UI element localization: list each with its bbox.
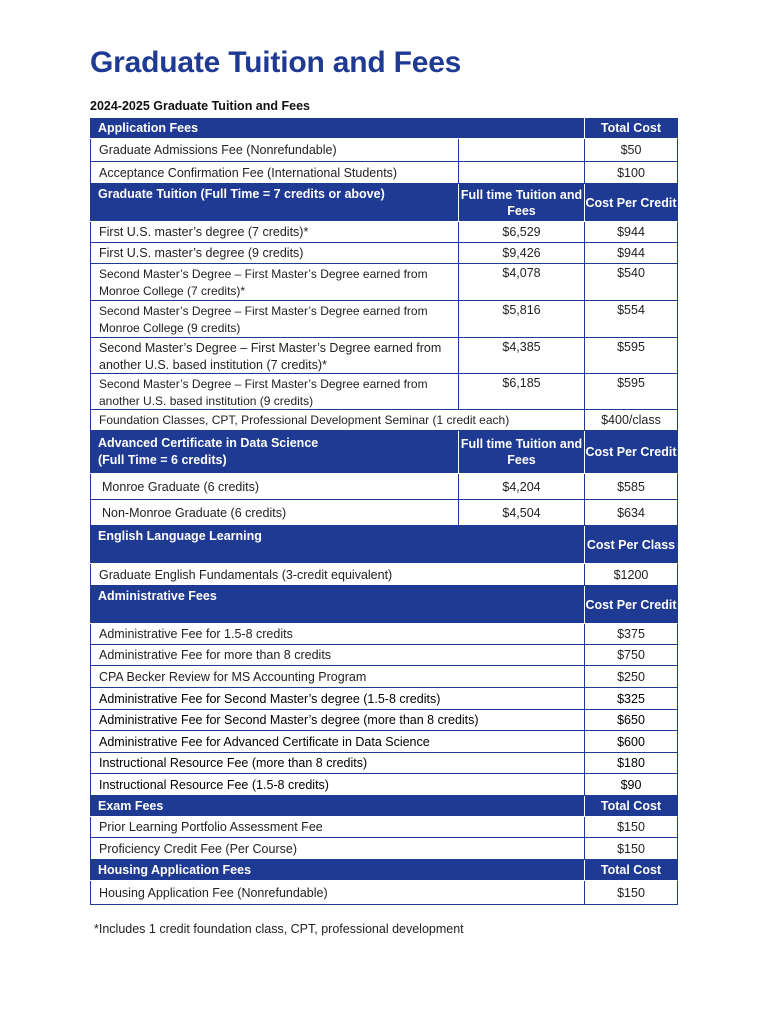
fee-cost: $150 (585, 838, 678, 860)
fee-label: Housing Application Fee (Nonrefundable) (90, 881, 585, 905)
column-header: Total Cost (585, 118, 678, 139)
fee-label: First U.S. master’s degree (9 credits) (90, 243, 459, 264)
fee-cost: $634 (585, 500, 678, 526)
table-row (90, 264, 678, 301)
fee-label: Acceptance Confirmation Fee (International Students) (90, 162, 459, 184)
footnote: *Includes 1 credit foundation class, CPT, professional development (94, 922, 464, 936)
column-header: Full time Tuition and Fees (459, 184, 585, 222)
table-row (90, 645, 678, 666)
fee-label: Foundation Classes, CPT, Professional Development Seminar (1 credit each) (90, 410, 585, 431)
table-row (90, 222, 678, 243)
section-title (90, 431, 459, 474)
table-row (90, 500, 678, 526)
fee-tuition: $6,185 (459, 374, 585, 410)
fee-cost: $400/class (585, 410, 678, 431)
table-row (90, 410, 678, 431)
column-header: Cost Per Class (585, 526, 678, 564)
fee-cost: $595 (585, 338, 678, 374)
table-row (90, 838, 678, 860)
fee-tuition: $4,504 (459, 500, 585, 526)
fee-label (90, 374, 459, 410)
section-header (90, 526, 678, 564)
fee-cost: $150 (585, 817, 678, 838)
fee-cost: $180 (585, 753, 678, 774)
fee-cost: $375 (585, 624, 678, 645)
fee-label: Instructional Resource Fee (more than 8 credits) (90, 753, 585, 774)
fee-cost: $650 (585, 710, 678, 731)
section-title: Application Fees (90, 118, 585, 139)
section-title: Administrative Fees (90, 586, 585, 624)
fee-label-text: Second Master’s Degree – First Master’s Degree earned from another U.S. based institution (9 credits) (99, 377, 428, 408)
fee-cost: $50 (585, 139, 678, 162)
section-header (90, 118, 678, 139)
fee-cost: $585 (585, 474, 678, 500)
fee-label: Administrative Fee for Advanced Certificate in Data Science (90, 731, 585, 753)
table-row (90, 301, 678, 338)
fee-tuition: $4,078 (459, 264, 585, 301)
fee-label: Prior Learning Portfolio Assessment Fee (90, 817, 585, 838)
fee-tuition: $6,529 (459, 222, 585, 243)
fee-label (90, 338, 459, 374)
column-header: Total Cost (585, 860, 678, 881)
section-header (90, 860, 678, 881)
fee-label: Administrative Fee for 1.5-8 credits (90, 624, 585, 645)
fee-label: Administrative Fee for more than 8 credits (90, 645, 585, 666)
fee-label: Proficiency Credit Fee (Per Course) (90, 838, 585, 860)
table-row (90, 139, 678, 162)
fee-label: Graduate English Fundamentals (3-credit equivalent) (90, 564, 585, 586)
table-row (90, 666, 678, 688)
table-row (90, 374, 678, 410)
section-header (90, 184, 678, 222)
fee-label: CPA Becker Review for MS Accounting Program (90, 666, 585, 688)
fee-cost: $100 (585, 162, 678, 184)
fee-tuition: $4,204 (459, 474, 585, 500)
table-row (90, 753, 678, 774)
fee-label: Monroe Graduate (6 credits) (90, 474, 459, 500)
fee-tuition: $5,816 (459, 301, 585, 338)
fee-cost: $90 (585, 774, 678, 796)
column-header: Total Cost (585, 796, 678, 817)
table-row (90, 162, 678, 184)
fee-label: First U.S. master’s degree (7 credits)* (90, 222, 459, 243)
fee-tuition (459, 162, 585, 184)
table-row (90, 774, 678, 796)
table-row (90, 817, 678, 838)
fee-cost: $554 (585, 301, 678, 338)
section-header (90, 796, 678, 817)
fee-cost: $595 (585, 374, 678, 410)
table-row (90, 243, 678, 264)
fee-cost: $750 (585, 645, 678, 666)
fee-cost: $250 (585, 666, 678, 688)
fee-label-text: Second Master’s Degree – First Master’s Degree earned from Monroe College (9 credits) (99, 304, 428, 335)
section-header (90, 586, 678, 624)
fee-tuition: $9,426 (459, 243, 585, 264)
fee-cost: $600 (585, 731, 678, 753)
column-header: Cost Per Credit (585, 431, 678, 474)
page-title: Graduate Tuition and Fees (90, 46, 462, 79)
table-row (90, 710, 678, 731)
fee-cost: $944 (585, 243, 678, 264)
fee-label-text: Second Master’s Degree – First Master’s Degree earned from another U.S. based institution (7 credits)* (99, 341, 442, 372)
column-header: Full time Tuition and Fees (459, 431, 585, 474)
fee-label: Instructional Resource Fee (1.5-8 credits) (90, 774, 585, 796)
fee-label: Administrative Fee for Second Master’s degree (1.5-8 credits) (90, 688, 585, 710)
table-row (90, 564, 678, 586)
fee-cost: $325 (585, 688, 678, 710)
table-row (90, 688, 678, 710)
table-row (90, 881, 678, 905)
section-title-text: Advanced Certificate in Data Science (Full Time = 6 credits) (98, 436, 319, 467)
fee-cost: $944 (585, 222, 678, 243)
column-header: Cost Per Credit (585, 586, 678, 624)
fee-cost: $1200 (585, 564, 678, 586)
fee-tuition (459, 139, 585, 162)
section-title: Graduate Tuition (Full Time = 7 credits or above) (90, 184, 459, 222)
section-header (90, 431, 678, 474)
section-title: English Language Learning (90, 526, 585, 564)
section-title: Housing Application Fees (90, 860, 585, 881)
fee-label: Non-Monroe Graduate (6 credits) (90, 500, 459, 526)
fee-cost: $150 (585, 881, 678, 905)
section-title: Exam Fees (90, 796, 585, 817)
table-subtitle: 2024-2025 Graduate Tuition and Fees (90, 99, 310, 113)
table-row (90, 474, 678, 500)
table-row (90, 338, 678, 374)
fee-label (90, 301, 459, 338)
fee-label: Graduate Admissions Fee (Nonrefundable) (90, 139, 459, 162)
fee-label (90, 264, 459, 301)
column-header: Cost Per Credit (585, 184, 678, 222)
fee-label-text: Second Master’s Degree – First Master’s Degree earned from Monroe College (7 credits)* (99, 267, 428, 298)
fee-tuition: $4,385 (459, 338, 585, 374)
fee-cost: $540 (585, 264, 678, 301)
fee-label: Administrative Fee for Second Master’s degree (more than 8 credits) (90, 710, 585, 731)
table-row (90, 731, 678, 753)
table-row (90, 624, 678, 645)
